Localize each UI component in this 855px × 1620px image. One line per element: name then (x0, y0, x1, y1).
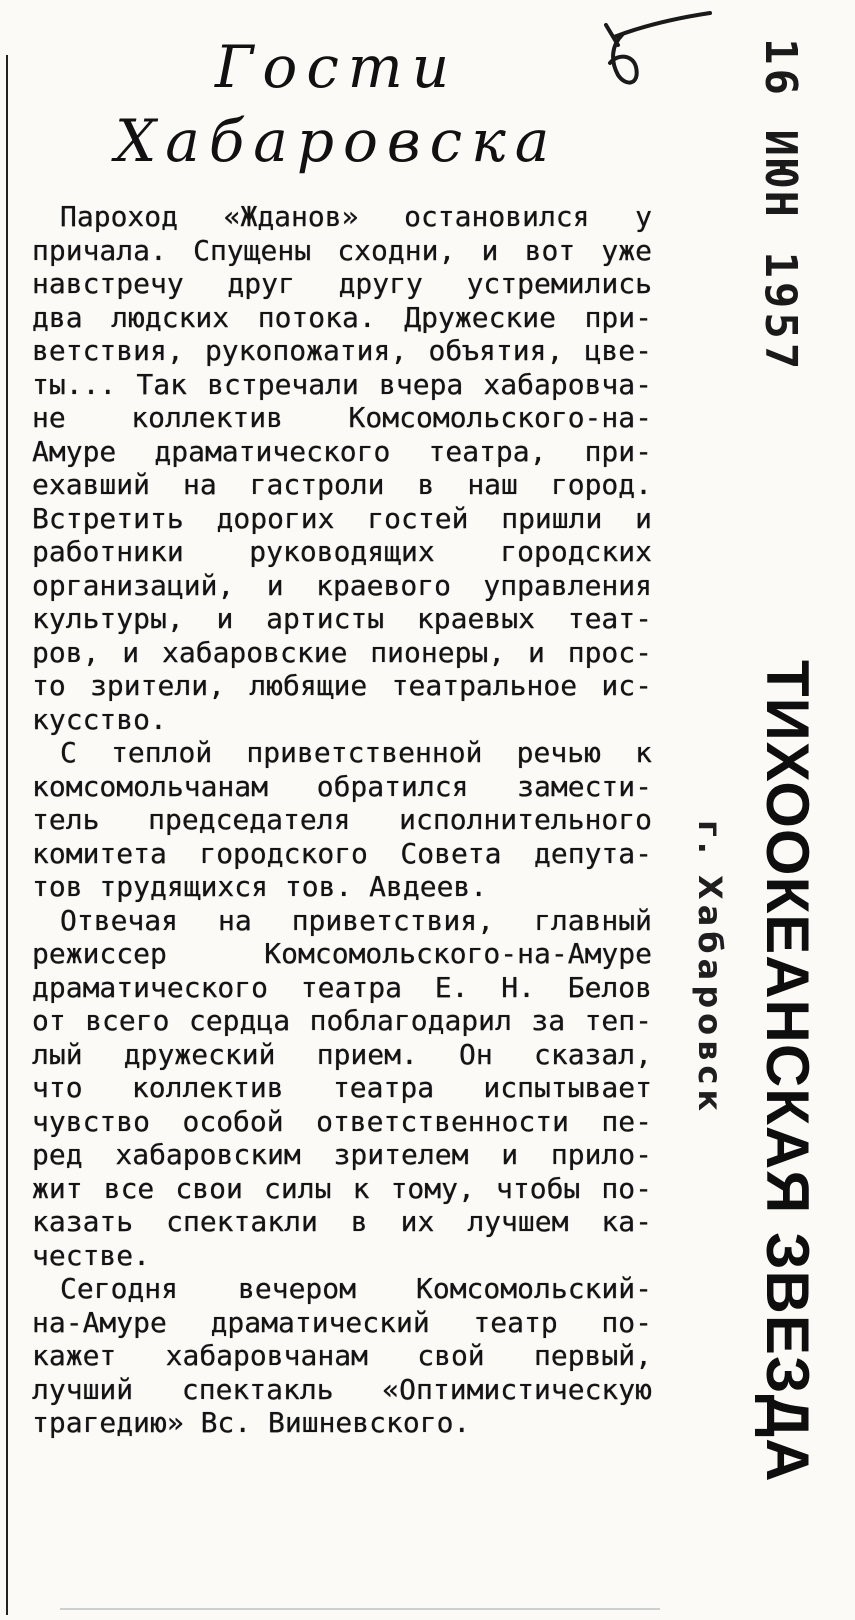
article-line: ров, и хабаровские пионеры, и прос- (32, 635, 652, 669)
article-line: работники руководящих городских (32, 535, 652, 568)
article-line: трагедию» Вс. Вишневского. (32, 1406, 471, 1439)
article-line: организаций, и краевого управления (32, 568, 652, 602)
article-line: Отвечая на приветствия, главный (60, 903, 652, 937)
article-line: жит все свои силы к тому, чтобы по- (32, 1171, 652, 1205)
article-line: кажет хабаровчанам свой первый, (32, 1339, 652, 1372)
headline-line-1: Гости (215, 33, 459, 101)
article-line: два людских потока. Дружеские при- (32, 300, 652, 334)
article-line: не коллектив Комсомольского-на- (32, 401, 652, 434)
article-line: лучший спектакль «Оптимистическую (32, 1372, 652, 1406)
article-line: режиссер Комсомольского-на-Амуре (32, 937, 652, 970)
article-line: что коллектив театра испытывает (32, 1071, 652, 1104)
article-line: казать спектакли в их лучшем ка- (32, 1205, 652, 1238)
article-line: ред хабаровским зрителем и прило- (32, 1138, 652, 1171)
city-stamp (690, 820, 730, 1117)
article-line: то зрители, любящие театральное ис- (32, 669, 652, 702)
article-line: лый дружеский прием. Он сказал, (32, 1037, 652, 1071)
column-rule (6, 55, 8, 1615)
article-line: Пароход «Жданов» остановился у (60, 200, 652, 233)
article-line: чувство особой ответственности пе- (32, 1104, 652, 1138)
city-stamp-text: г. Хабаровск (691, 820, 729, 1117)
article-line: ветствия, рукопожатия, объятия, цве- (32, 334, 652, 367)
article-line: честве. (32, 1238, 151, 1272)
article-line: С теплой приветственной речью к (60, 736, 652, 769)
article-body (32, 200, 652, 1440)
article-line: ехавший на гастроли в наш город. (32, 468, 652, 501)
article-line: ты... Так встречали вчера хабаровча- (32, 367, 652, 401)
article-line: Сегодня вечером Комсомольский- (60, 1272, 652, 1305)
bottom-rule (60, 1608, 660, 1610)
headline-line-2: Хабаровска (115, 107, 559, 175)
date-stamp-text: 16 ИЮН 1957 (755, 38, 806, 374)
date-stamp (755, 38, 806, 458)
article-line: Встретить дорогих гостей пришли и (32, 501, 652, 535)
article-line: драматического театра Е. Н. Белов (32, 970, 652, 1004)
article-line: культуры, и артисты краевых теат- (32, 602, 652, 635)
headline (60, 30, 620, 178)
newspaper-name-stamp (754, 660, 821, 1483)
article-line: на-Амуре драматический театр по- (32, 1305, 652, 1339)
article-line: кусство. (32, 702, 167, 736)
article-line: Амуре драматического театра, при- (32, 434, 652, 468)
article-line: комсомольчанам обратился замести- (32, 769, 652, 803)
article-line: навстречу друг другу устремились (32, 267, 652, 300)
article-line: комитета городского Совета депута- (32, 836, 652, 870)
article-line: причала. Спущены сходни, и вот уже (32, 233, 652, 267)
article-line: тов трудящихся тов. Авдеев. (32, 870, 488, 903)
article-line: тель председателя исполнительного (32, 803, 652, 836)
newspaper-name-text: ТИХООКЕАНСКАЯ ЗВЕЗДА (754, 660, 821, 1483)
article-line: от всего сердца поблагодарил за теп- (32, 1004, 652, 1037)
